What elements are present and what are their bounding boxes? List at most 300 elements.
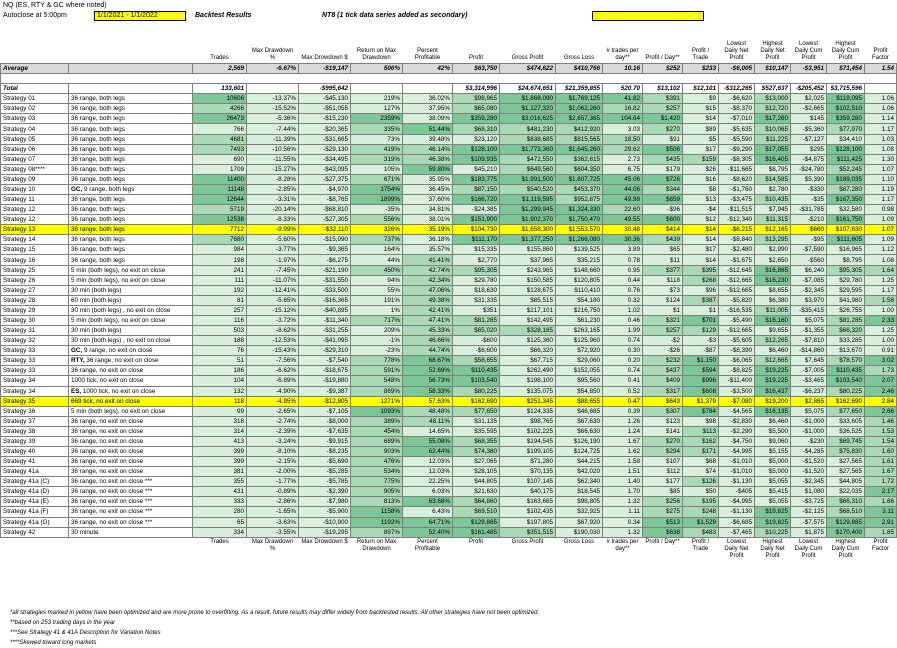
cell-value: $107,145 bbox=[500, 477, 556, 487]
cell-value: 47.06% bbox=[403, 285, 453, 295]
column-header: Trades bbox=[210, 55, 229, 61]
total-row bbox=[1, 84, 897, 94]
cell-value: -$14,860 bbox=[791, 346, 827, 356]
cell-value: 4681 bbox=[193, 134, 247, 144]
cell-value: $12,720 bbox=[755, 104, 791, 114]
cell-value: -$8,825 bbox=[719, 366, 755, 376]
table-row bbox=[1, 235, 897, 245]
cell-value: $13,670 bbox=[827, 346, 865, 356]
strategy-name: Strategy 25 bbox=[1, 265, 69, 275]
cell-value: 3.03 bbox=[603, 124, 643, 134]
cell-value: $66,320 bbox=[827, 326, 865, 336]
strategy-description: 36 range, both legs bbox=[69, 134, 193, 144]
cell-value: $118 bbox=[643, 275, 683, 285]
cell-value: $256 bbox=[643, 497, 683, 507]
table-row bbox=[1, 366, 897, 376]
cell-value: 2.91 bbox=[865, 517, 897, 527]
cell-value: -1.77% bbox=[247, 477, 299, 487]
column-header: Max Drawdown % bbox=[251, 48, 294, 61]
cell-value: 1.24 bbox=[603, 426, 643, 436]
average-value: $474,622 bbox=[500, 64, 556, 74]
cell-value: $103,540 bbox=[827, 376, 865, 386]
cell-value: -15.43% bbox=[247, 346, 299, 356]
report-header bbox=[0, 0, 884, 24]
cell-value: 333 bbox=[193, 497, 247, 507]
cell-value: -6.62% bbox=[247, 366, 299, 376]
cell-value: 44% bbox=[351, 255, 403, 265]
strategy-name: Strategy 13 bbox=[1, 225, 69, 235]
cell-value: $77,970 bbox=[827, 124, 865, 134]
cell-value: $32,580 bbox=[827, 205, 865, 215]
date-range-cell: 1/1/2021 - 1/1/2022 bbox=[94, 11, 186, 21]
cell-value: $5,055 bbox=[755, 477, 791, 487]
cell-value: $31,335 bbox=[453, 295, 500, 305]
cell-value: 0.41 bbox=[603, 376, 643, 386]
cell-value: -$35 bbox=[791, 195, 827, 205]
cell-value: $395 bbox=[683, 265, 719, 275]
cell-value: $199,105 bbox=[500, 446, 556, 456]
cell-value: -$330 bbox=[791, 184, 827, 194]
cell-value: -2.65% bbox=[247, 406, 299, 416]
cell-value: $124,725 bbox=[556, 446, 603, 456]
cell-value: $243,965 bbox=[500, 265, 556, 275]
total-value: -$205,452 bbox=[791, 84, 827, 94]
cell-value: -$35,415 bbox=[791, 305, 827, 315]
cell-value: 42.74% bbox=[403, 265, 453, 275]
average-value: -$3,951 bbox=[791, 64, 827, 74]
cell-value: $67,920 bbox=[556, 517, 603, 527]
cell-value: 3.02 bbox=[865, 356, 897, 366]
cell-value: 44.74% bbox=[403, 346, 453, 356]
cell-value: $594 bbox=[683, 366, 719, 376]
cell-value: 399 bbox=[193, 446, 247, 456]
cell-value: $16,160 bbox=[755, 315, 791, 325]
cell-value: -$31,550 bbox=[299, 275, 351, 285]
cell-value: 58.33% bbox=[403, 386, 453, 396]
cell-value: $28,105 bbox=[453, 467, 500, 477]
cell-value: $33,605 bbox=[827, 416, 865, 426]
cell-value: -$4,995 bbox=[719, 497, 755, 507]
cell-value: 548% bbox=[351, 376, 403, 386]
cell-value: $102,225 bbox=[500, 426, 556, 436]
cell-value: $68,310 bbox=[453, 124, 500, 134]
cell-value: 326% bbox=[351, 225, 403, 235]
cell-value: $483 bbox=[683, 527, 719, 537]
cell-value: $41,980 bbox=[827, 295, 865, 305]
cell-value: -$20,365 bbox=[299, 124, 351, 134]
cell-value: $1,062,260 bbox=[556, 104, 603, 114]
cell-value: 7680 bbox=[193, 235, 247, 245]
cell-value: -$1,520 bbox=[791, 457, 827, 467]
cell-value: $2,770 bbox=[453, 255, 500, 265]
cell-value: -7.45% bbox=[247, 265, 299, 275]
cell-value: -$8,370 bbox=[719, 104, 755, 114]
column-footer: Gross Profit bbox=[511, 538, 544, 545]
cell-value: -$7,080 bbox=[719, 396, 755, 406]
cell-value: 64.71% bbox=[403, 517, 453, 527]
cell-value: $118,095 bbox=[827, 94, 865, 104]
cell-value: $44,215 bbox=[556, 457, 603, 467]
cell-value: 1192% bbox=[351, 517, 403, 527]
strategy-description: 36 range, both legs bbox=[69, 235, 193, 245]
cell-value: 1.12 bbox=[865, 245, 897, 255]
cell-value: $1 bbox=[683, 305, 719, 315]
cell-value: $66,630 bbox=[556, 426, 603, 436]
cell-value: 1.58 bbox=[865, 295, 897, 305]
cell-value: 0.95 bbox=[603, 265, 643, 275]
cell-value: -12.41% bbox=[247, 285, 299, 295]
cell-value: $128,675 bbox=[500, 285, 556, 295]
cell-value: $74,380 bbox=[453, 446, 500, 456]
cell-value: 2.84 bbox=[865, 396, 897, 406]
cell-value: -35% bbox=[351, 205, 403, 215]
cell-value: $996 bbox=[683, 376, 719, 386]
cell-value: 7712 bbox=[193, 225, 247, 235]
cell-value: -$600 bbox=[453, 336, 500, 346]
cell-value: $649,560 bbox=[500, 164, 556, 174]
cell-value: $275 bbox=[643, 507, 683, 517]
cell-value: $135,075 bbox=[500, 386, 556, 396]
cell-value: $120,805 bbox=[556, 275, 603, 285]
cell-value: 280 bbox=[193, 507, 247, 517]
cell-value: $16,405 bbox=[755, 154, 791, 164]
cell-value: 241 bbox=[193, 265, 247, 275]
cell-value: 1709 bbox=[193, 164, 247, 174]
cell-value: 1.51 bbox=[603, 467, 643, 477]
cell-value: $784 bbox=[683, 406, 719, 416]
cell-value: -$9,387 bbox=[299, 386, 351, 396]
cell-value: $506 bbox=[643, 144, 683, 154]
cell-value: $8,795 bbox=[755, 164, 791, 174]
cell-value: -$3 bbox=[683, 336, 719, 346]
cell-value: $481,230 bbox=[500, 124, 556, 134]
cell-value: $68 bbox=[683, 457, 719, 467]
cell-value: 132 bbox=[193, 386, 247, 396]
cell-value: 46.66% bbox=[403, 336, 453, 346]
cell-value: 1.66 bbox=[865, 497, 897, 507]
instrument-title: NQ (ES, RTY & GC where noted) bbox=[3, 2, 107, 9]
cell-value: $1,553,570 bbox=[556, 225, 603, 235]
cell-value: -$2,390 bbox=[299, 487, 351, 497]
cell-value: -$10,900 bbox=[299, 517, 351, 527]
cell-value: 2.17 bbox=[865, 487, 897, 497]
cell-value: -$12,665 bbox=[719, 285, 755, 295]
cell-value: -$1,675 bbox=[719, 255, 755, 265]
total-value: $13,102 bbox=[643, 84, 683, 94]
cell-value: $27,565 bbox=[827, 457, 865, 467]
average-value: 10.16 bbox=[603, 64, 643, 74]
cell-value: $2,025 bbox=[791, 94, 827, 104]
cell-value: $608 bbox=[683, 386, 719, 396]
strategy-description: 36 range, both legs bbox=[69, 255, 193, 265]
cell-value: -$87 bbox=[683, 346, 719, 356]
cell-value: $5,000 bbox=[755, 457, 791, 467]
cell-value: 1.85 bbox=[865, 527, 897, 537]
cell-value: $98,965 bbox=[453, 94, 500, 104]
strategy-name: Strategy 41a (C) bbox=[1, 477, 69, 487]
cell-value: -$27,305 bbox=[299, 215, 351, 225]
cell-value: $1,902,370 bbox=[500, 215, 556, 225]
strategy-name: Strategy 12 bbox=[1, 205, 69, 215]
cell-value: $46,685 bbox=[556, 406, 603, 416]
cell-value: $19,825 bbox=[755, 507, 791, 517]
column-footer: Profit Factor bbox=[871, 538, 889, 552]
cell-value: 10606 bbox=[193, 94, 247, 104]
cell-value: $65,080 bbox=[453, 104, 500, 114]
total-value: -$312,265 bbox=[719, 84, 755, 94]
cell-value: $110,435 bbox=[827, 366, 865, 376]
cell-value: $98,765 bbox=[500, 416, 556, 426]
cell-value: -$210 bbox=[791, 215, 827, 225]
cell-value: 6.75 bbox=[603, 164, 643, 174]
cell-value: $85,515 bbox=[500, 295, 556, 305]
average-value: $71,454 bbox=[827, 64, 865, 74]
autoclose-label: Autoclose at 5:00pm bbox=[3, 12, 67, 19]
strategy-description: 36 range, both legs bbox=[69, 144, 193, 154]
strategy-description: 669 tick, no exit on close bbox=[69, 396, 193, 406]
table-row bbox=[1, 144, 897, 154]
cell-value: $18,630 bbox=[453, 285, 500, 295]
cell-value: $103,540 bbox=[453, 376, 500, 386]
cell-value: -$21,190 bbox=[299, 265, 351, 275]
average-value: -6.67% bbox=[247, 64, 299, 74]
cell-value: $1,080 bbox=[791, 487, 827, 497]
strategy-description bbox=[69, 386, 193, 396]
cell-value: 766 bbox=[193, 124, 247, 134]
strategy-name: Strategy 28 bbox=[1, 295, 69, 305]
backtest-results-label: Backtest Results bbox=[195, 12, 252, 19]
cell-value: -$11,665 bbox=[719, 164, 755, 174]
cell-value: $128,100 bbox=[453, 144, 500, 154]
cell-value: $9,060 bbox=[755, 436, 791, 446]
cell-value: 29.62 bbox=[603, 144, 643, 154]
cell-value: -0.89% bbox=[247, 487, 299, 497]
cell-value: $155,860 bbox=[500, 245, 556, 255]
cell-value: 35.95% bbox=[403, 174, 453, 184]
cell-value: 334 bbox=[193, 527, 247, 537]
cell-value: $2,650 bbox=[755, 255, 791, 265]
cell-value: 689% bbox=[351, 436, 403, 446]
cell-value: 1.03 bbox=[865, 134, 897, 144]
cell-value: 38.01% bbox=[403, 215, 453, 225]
strategy-description: 60 min (both legs) bbox=[69, 295, 193, 305]
strategy-description: 36 range, no exit on close bbox=[69, 416, 193, 426]
cell-value: $170,400 bbox=[827, 527, 865, 537]
strategy-name: Strategy 35 bbox=[1, 396, 69, 406]
cell-value: 55% bbox=[351, 285, 403, 295]
cell-value: $145 bbox=[791, 114, 827, 124]
cell-value: 389% bbox=[351, 416, 403, 426]
cell-value: $126 bbox=[683, 477, 719, 487]
cell-value: $87,150 bbox=[453, 184, 500, 194]
cell-value: 2.73 bbox=[603, 154, 643, 164]
cell-value: -$7,105 bbox=[299, 406, 351, 416]
cell-value: -$6,065 bbox=[719, 356, 755, 366]
cell-value: 0.98 bbox=[865, 205, 897, 215]
cell-value: $148,660 bbox=[556, 265, 603, 275]
strategy-description: 30 min (both legs) bbox=[69, 326, 193, 336]
cell-value: -$12,340 bbox=[719, 215, 755, 225]
cell-value: -8.28% bbox=[247, 174, 299, 184]
strategy-description: 1000 tick, no exit on close bbox=[69, 376, 193, 386]
table-row bbox=[1, 326, 897, 336]
cell-value: -$32,110 bbox=[299, 225, 351, 235]
cell-value: $8,795 bbox=[827, 255, 865, 265]
cell-value: $109,935 bbox=[453, 154, 500, 164]
cell-value: -3.31% bbox=[247, 195, 299, 205]
cell-value: 14.65% bbox=[403, 426, 453, 436]
table-row bbox=[1, 205, 897, 215]
cell-value: $68,510 bbox=[827, 507, 865, 517]
cell-value: 36.45% bbox=[403, 184, 453, 194]
cell-value: 903% bbox=[351, 446, 403, 456]
cell-value: $5,500 bbox=[755, 426, 791, 436]
cell-value: $54,850 bbox=[556, 386, 603, 396]
cell-value: $96 bbox=[683, 285, 719, 295]
cell-value: 1754% bbox=[351, 184, 403, 194]
cell-value: $102,435 bbox=[500, 507, 556, 517]
cell-value: $183,775 bbox=[453, 174, 500, 184]
cell-value: $113 bbox=[683, 426, 719, 436]
cell-value: $37,965 bbox=[500, 255, 556, 265]
cell-value: $1,420 bbox=[643, 114, 683, 124]
cell-value: 1.11 bbox=[603, 507, 643, 517]
cell-value: $166,720 bbox=[453, 195, 500, 205]
cell-value: 51 bbox=[193, 356, 247, 366]
cell-value: $1,868,090 bbox=[500, 94, 556, 104]
cell-value: -$6,275 bbox=[299, 255, 351, 265]
cell-value: 99 bbox=[193, 406, 247, 416]
strategy-description: 30 min (both legs) , no exit on close bbox=[69, 336, 193, 346]
cell-value: 12.03% bbox=[403, 467, 453, 477]
cell-value: $12,665 bbox=[755, 356, 791, 366]
average-value: $10,147 bbox=[755, 64, 791, 74]
strategy-name: Strategy 42 bbox=[1, 527, 69, 537]
cell-value: -9.99% bbox=[247, 225, 299, 235]
cell-value: $726 bbox=[643, 174, 683, 184]
table-row bbox=[1, 386, 897, 396]
strategy-description: 36 range, both legs bbox=[69, 154, 193, 164]
strategy-name: Strategy 41a (G) bbox=[1, 517, 69, 527]
cell-value: -3.72% bbox=[247, 315, 299, 325]
cell-value: $513 bbox=[643, 517, 683, 527]
cell-value: 319% bbox=[351, 154, 403, 164]
cell-value: 1.73 bbox=[865, 366, 897, 376]
table-row bbox=[1, 265, 897, 275]
cell-value: -11.55% bbox=[247, 154, 299, 164]
cell-value: $377 bbox=[643, 265, 683, 275]
cell-value: $81,285 bbox=[453, 315, 500, 325]
cell-value: -$34,495 bbox=[299, 154, 351, 164]
cell-value: $638 bbox=[643, 527, 683, 537]
cell-value: -$4,970 bbox=[299, 184, 351, 194]
cell-value: -$4,995 bbox=[719, 446, 755, 456]
cell-value: 0.30 bbox=[603, 346, 643, 356]
cell-value: $328,185 bbox=[500, 326, 556, 336]
cell-value: $95,305 bbox=[453, 265, 500, 275]
cell-value: 62.44% bbox=[403, 446, 453, 456]
cell-value: 2.46 bbox=[865, 386, 897, 396]
cell-value: 192 bbox=[193, 285, 247, 295]
strategy-name: Strategy 39 bbox=[1, 436, 69, 446]
cell-value: 188 bbox=[193, 336, 247, 346]
cell-value: -1.65% bbox=[247, 507, 299, 517]
nt8-note: NT8 (1 tick data series added as secondary) bbox=[322, 12, 468, 19]
cell-value: $16,965 bbox=[827, 245, 865, 255]
cell-value: 209% bbox=[351, 326, 403, 336]
cell-value: $701 bbox=[683, 315, 719, 325]
cell-value: -8.62% bbox=[247, 326, 299, 336]
cell-value: $110,435 bbox=[453, 366, 500, 376]
cell-value: $216,750 bbox=[556, 305, 603, 315]
cell-value: 778% bbox=[351, 356, 403, 366]
cell-value: -$5,785 bbox=[299, 477, 351, 487]
cell-value: $15 bbox=[683, 104, 719, 114]
cell-value: $270 bbox=[643, 436, 683, 446]
cell-value: -$560 bbox=[791, 255, 827, 265]
cell-value: -$2,125 bbox=[791, 507, 827, 517]
strategy-name: Strategy 27 bbox=[1, 285, 69, 295]
cell-value: 56.73% bbox=[403, 376, 453, 386]
cell-value: $65,020 bbox=[453, 326, 500, 336]
cell-value: $107 bbox=[643, 457, 683, 467]
cell-value: 450% bbox=[351, 265, 403, 275]
cell-value: $387 bbox=[683, 295, 719, 305]
header-yellow-box bbox=[592, 11, 704, 21]
cell-value: 869% bbox=[351, 386, 403, 396]
cell-value: $3,970 bbox=[791, 295, 827, 305]
cell-value: -5.36% bbox=[247, 114, 299, 124]
cell-value: $107,630 bbox=[827, 225, 865, 235]
cell-value: -3.24% bbox=[247, 436, 299, 446]
cell-value: 104.64 bbox=[603, 114, 643, 124]
strategy-name: Strategy 08**** bbox=[1, 164, 69, 174]
cell-value: $87,280 bbox=[827, 184, 865, 194]
cell-value: $262,490 bbox=[500, 366, 556, 376]
cell-value: 556% bbox=[351, 215, 403, 225]
cell-value: $263,165 bbox=[556, 326, 603, 336]
cell-value: 45.33% bbox=[403, 326, 453, 336]
cell-value: $5,075 bbox=[791, 315, 827, 325]
table-row bbox=[1, 255, 897, 265]
cell-value: $11 bbox=[643, 255, 683, 265]
cell-value: 12538 bbox=[193, 215, 247, 225]
description-rest: 1000 tick, no exit on close bbox=[81, 387, 156, 395]
cell-value: 73% bbox=[351, 134, 403, 144]
strategy-name: Strategy 12 bbox=[1, 215, 69, 225]
cell-value: $88,655 bbox=[556, 396, 603, 406]
cell-value: $12 bbox=[683, 215, 719, 225]
strategy-name: Strategy 34 bbox=[1, 386, 69, 396]
cell-value: $42,020 bbox=[556, 467, 603, 477]
cell-value: 38.09% bbox=[403, 114, 453, 124]
cell-value: $5,000 bbox=[755, 467, 791, 477]
strategy-description: 5 min (both legs), no exit on close bbox=[69, 275, 193, 285]
footnote: ***See Strategy 41 & 41A Description for Variation Notes bbox=[10, 630, 161, 636]
average-value: $252 bbox=[643, 64, 683, 74]
cell-value: $6,380 bbox=[755, 295, 791, 305]
strategy-description: 36 range, both legs bbox=[69, 225, 193, 235]
cell-value: -$24,385 bbox=[453, 205, 500, 215]
cell-value: 46.38% bbox=[403, 154, 453, 164]
average-row bbox=[1, 64, 897, 74]
cell-value: $34,410 bbox=[827, 134, 865, 144]
cell-value: $1,119,595 bbox=[500, 195, 556, 205]
cell-value: -$15,090 bbox=[299, 235, 351, 245]
cell-value: $643 bbox=[643, 396, 683, 406]
cell-value: -$31,255 bbox=[299, 326, 351, 336]
cell-value: $838,685 bbox=[500, 134, 556, 144]
